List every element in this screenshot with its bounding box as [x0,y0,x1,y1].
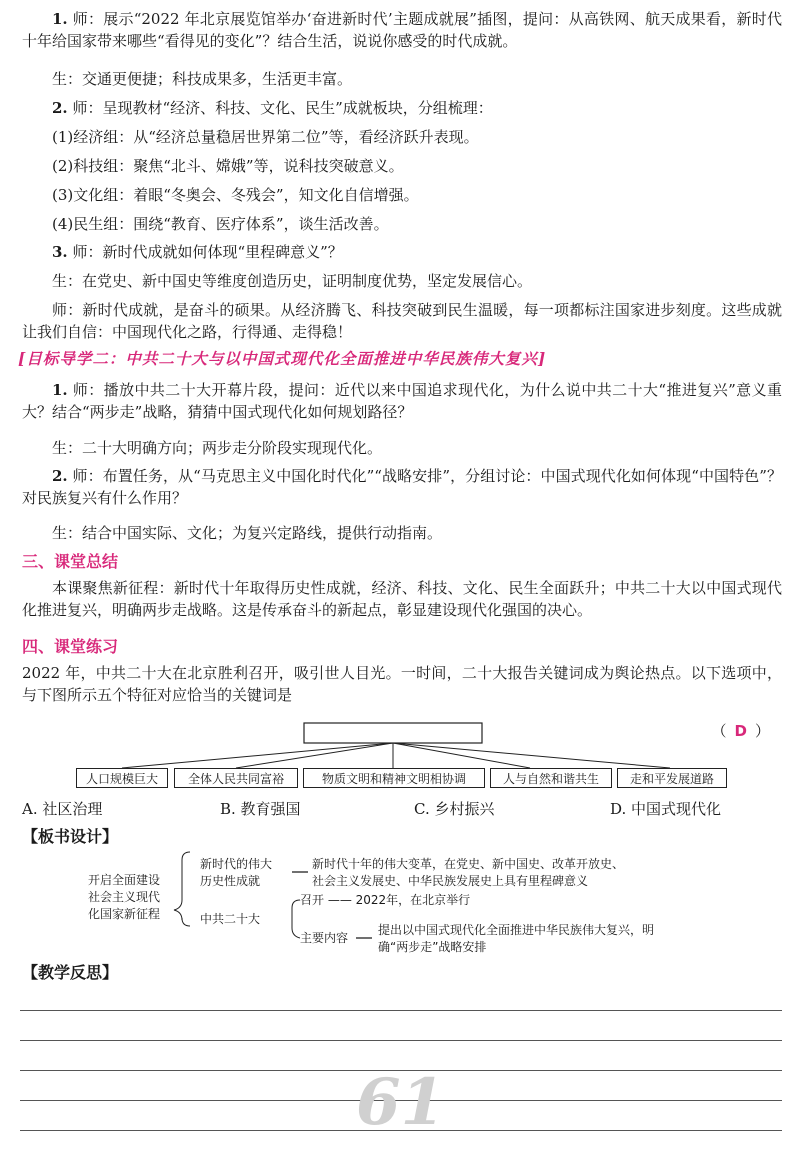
feature-peaceful-development: 走和平发展道路 [617,768,727,788]
board-root: 开启全面建设 社会主义现代 化国家新征程 [88,873,161,921]
practice-question: 2022 年，中共二十大在北京胜利召开，吸引世人目光。一时间，二十大报告关键词成为舆论热点。以下选项中，与下图所示五个特征对应恰当的关键词是 [22,664,782,704]
feature-population: 人口规模巨大 [76,768,168,788]
practice-heading: 四、课堂练习 [22,637,119,656]
board-sub-2: 主要内容 [300,931,349,945]
board-branch-1-detail: 新时代十年的伟大变革，在党史、新中国史、改革开放史、 社会主义发展史、中华民族发展史上具有里程碑意义 [312,857,625,888]
feature-material-spiritual: 物质文明和精神文明相协调 [303,768,485,788]
question-2-answer: 生：结合中国实际、文化；为复兴定路线，提供行动指南。 [52,524,443,542]
feature-common-prosperity: 全体人民共同富裕 [174,768,298,788]
question-1-answer: 生：二十大明确方向；两步走分阶段实现现代化。 [52,439,383,457]
option-b: B. 教育强国 [220,800,301,818]
board-heading: 【板书设计】 [22,827,119,846]
paragraph-1: 1. 师：展示“2022 年北京展览馆举办‘奋进新时代’主题成就展”插图，提问：从高铁网、航天成果看，新时代十年给国家带来哪些“看得见的变化”？结合生活，说说你感受的时代成就。 [22,10,782,50]
answer-letter: D [734,722,747,740]
option-d: D. 中国式现代化 [610,800,722,818]
paragraph-4: 师：新时代成就，是奋斗的硕果。从经济腾飞、科技突破到民生温暖，每一项都标注国家进步刻度。这些成就让我们自信：中国现代化之路，行得通、走得稳！ [22,301,782,341]
answer-3: 生：在党史、新中国史等维度创造历史，证明制度优势，坚定发展信心。 [52,272,533,290]
writing-line [20,1040,782,1041]
group-livelihood: (4)民生组：围绕“教育、医疗体系”，谈生活改善。 [52,215,389,233]
summary-text: 本课聚焦新征程：新时代十年取得历史性成就，经济、科技、文化、民生全面跃升；中共二十大以中国式现代化推进复兴，明确两步走战略。这是传承奋斗的新起点，彰显建设现代化强国的决心。 [22,579,782,619]
group-culture: (3)文化组：着眼“冬奥会、冬残会”，知文化自信增强。 [52,186,419,204]
summary-heading: 三、课堂总结 [22,552,119,571]
board-branch-2: 中共二十大 [200,912,261,926]
reflection-heading: 【教学反思】 [22,963,119,982]
option-c: C. 乡村振兴 [414,800,495,818]
group-economy: (1)经济组：从“经济总量稳居世界第二位”等，看经济跃升表现。 [52,128,479,146]
board-sub-2-detail: 提出以中国式现代化全面推进中华民族伟大复兴，明 确“两步走”战略安排 [378,923,655,954]
feature-harmony-nature: 人与自然和谐共生 [490,768,612,788]
group-tech: (2)科技组：聚焦“北斗、嫦娥”等，说科技突破意义。 [52,157,404,175]
board-branch-1: 新时代的伟大 历史性成就 [200,857,273,888]
answer-bracket: （ D ） [711,722,770,740]
question-2: 2. 师：布置任务，从“马克思主义中国化时代化”“战略安排”，分组讨论：中国式现代化如何体现“中国特色”？对民族复兴有什么作用？ [22,467,782,507]
goal-heading-2: [目标导学二：中共二十大与以中国式现代化全面推进中华民族伟大复兴] [18,349,547,368]
paragraph-3: 3. 师：新时代成就如何体现“里程碑意义”？ [52,243,343,261]
answer-1: 生：交通更便捷；科技成果多，生活更丰富。 [52,70,353,88]
page-number: 61 [356,1065,446,1140]
question-1: 1. 师：播放中共二十大开幕片段，提问：近代以来中国追求现代化，为什么说中共二十大“推进复兴”意义重大？结合“两步走”战略，猜猜中国式现代化如何规划路径？ [22,381,782,421]
option-a: A. 社区治理 [22,800,103,818]
board-sub-1: 召开 —— 2022年，在北京举行 [300,893,471,907]
paragraph-2: 2. 师：呈现教材“经济、科技、文化、民生”成就板块，分组梳理： [52,99,493,117]
writing-line [20,1010,782,1011]
